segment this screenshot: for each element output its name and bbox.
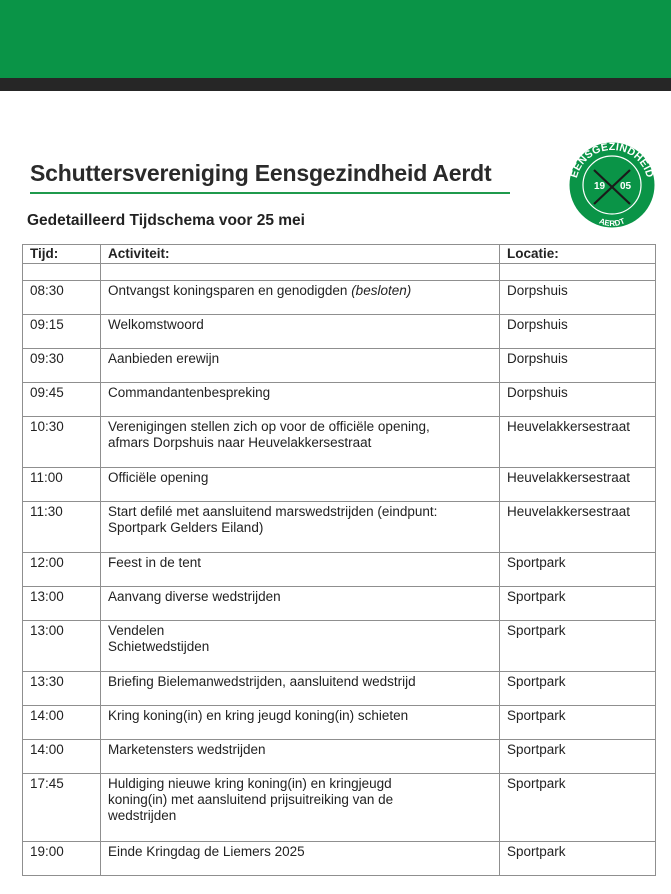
- activity-line: Aanvang diverse wedstrijden: [108, 589, 281, 604]
- activity-line: Officiële opening: [108, 470, 209, 485]
- activity-line: Ontvangst koningsparen en genodigden (besloten): [108, 283, 412, 298]
- activity-line: Marketensters wedstrijden: [108, 742, 266, 757]
- table-row: [23, 774, 656, 842]
- row-activity: [101, 706, 500, 740]
- row-location: Sportpark: [500, 621, 656, 672]
- row-time: 19:00: [23, 842, 101, 876]
- club-logo: [558, 140, 666, 230]
- activity-line: Welkomstwoord: [108, 317, 204, 332]
- activity-line: wedstrijden: [108, 808, 177, 823]
- row-location: Sportpark: [500, 553, 656, 587]
- table-row: [23, 349, 656, 383]
- activity-line: Vendelen: [108, 623, 165, 638]
- title-underline: [30, 192, 510, 194]
- row-activity: [101, 315, 500, 349]
- row-activity: [101, 587, 500, 621]
- row-time: 08:30: [23, 281, 101, 315]
- activity-line: Briefing Bielemanwedstrijden, aansluitend wedstrijd: [108, 674, 416, 689]
- table-row: [23, 315, 656, 349]
- activity-line: Feest in de tent: [108, 555, 202, 570]
- spacer-row: [23, 264, 656, 281]
- row-time: 11:30: [23, 502, 101, 553]
- row-time: 14:00: [23, 740, 101, 774]
- row-location: Sportpark: [500, 774, 656, 842]
- row-activity: [101, 553, 500, 587]
- row-activity: [101, 468, 500, 502]
- table-row: [23, 281, 656, 315]
- row-time: 13:00: [23, 587, 101, 621]
- row-time: 10:30: [23, 417, 101, 468]
- activity-line: Huldiging nieuwe kring koning(in) en kringjeugd: [108, 776, 392, 791]
- activity-line: Commandantenbespreking: [108, 385, 271, 400]
- logo-year-left: 19: [594, 181, 606, 192]
- activity-line: Verenigingen stellen zich op voor de officiële opening,: [108, 419, 430, 434]
- table-row: [23, 587, 656, 621]
- row-location: Dorpshuis: [500, 281, 656, 315]
- activity-line: koning(in) met aansluitend prijsuitreiking van de: [108, 792, 394, 807]
- top-dark-band: [0, 78, 671, 91]
- activity-note: (besloten): [347, 283, 412, 298]
- row-location: Sportpark: [500, 706, 656, 740]
- organization-title: Schuttersvereniging Eensgezindheid Aerdt: [30, 160, 492, 186]
- table-row: [23, 502, 656, 553]
- schedule-table: [22, 244, 656, 876]
- row-activity: [101, 774, 500, 842]
- table-row: [23, 672, 656, 706]
- row-activity: [101, 672, 500, 706]
- schedule-body: [23, 264, 656, 876]
- row-activity: [101, 842, 500, 876]
- row-activity: [101, 417, 500, 468]
- activity-line: Kring koning(in) en kring jeugd koning(in) schieten: [108, 708, 409, 723]
- row-location: Sportpark: [500, 740, 656, 774]
- row-location: Dorpshuis: [500, 315, 656, 349]
- table-row: [23, 740, 656, 774]
- logo-top-text: EENSGEZINDHEID: [568, 140, 656, 180]
- row-time: 13:00: [23, 621, 101, 672]
- row-location: Heuvelakkersestraat: [500, 502, 656, 553]
- top-green-band: [0, 0, 671, 78]
- activity-line: afmars Dorpshuis naar Heuvelakkersestraat: [108, 435, 372, 450]
- table-header-row: [23, 245, 656, 264]
- row-activity: [101, 281, 500, 315]
- header-time: Tijd:: [23, 245, 101, 264]
- row-location: Dorpshuis: [500, 349, 656, 383]
- row-time: 17:45: [23, 774, 101, 842]
- activity-line: Aanbieden erewijn: [108, 351, 220, 366]
- table-row: [23, 468, 656, 502]
- table-row: [23, 553, 656, 587]
- row-location: Dorpshuis: [500, 383, 656, 417]
- row-activity: [101, 349, 500, 383]
- row-location: Sportpark: [500, 672, 656, 706]
- schedule-subtitle: Gedetailleerd Tijdschema voor 25 mei: [27, 212, 305, 229]
- row-activity: [101, 383, 500, 417]
- row-time: 09:15: [23, 315, 101, 349]
- activity-line: Start defilé met aansluitend marswedstrijden (eindpunt:: [108, 504, 438, 519]
- logo-year-right: 05: [620, 181, 632, 192]
- row-time: 11:00: [23, 468, 101, 502]
- table-row: [23, 706, 656, 740]
- row-location: Sportpark: [500, 587, 656, 621]
- row-time: 12:00: [23, 553, 101, 587]
- table-row: [23, 417, 656, 468]
- table-row: [23, 383, 656, 417]
- row-location: Heuvelakkersestraat: [500, 417, 656, 468]
- row-activity: [101, 740, 500, 774]
- row-time: 09:30: [23, 349, 101, 383]
- activity-line: Schietwedstijden: [108, 639, 210, 654]
- row-activity: [101, 621, 500, 672]
- row-activity: [101, 502, 500, 553]
- table-row: [23, 621, 656, 672]
- header-activity: Activiteit:: [101, 245, 500, 264]
- row-location: Sportpark: [500, 842, 656, 876]
- logo-bottom-text: AERDT: [597, 216, 627, 229]
- table-row: [23, 842, 656, 876]
- activity-line: Einde Kringdag de Liemers 2025: [108, 844, 305, 859]
- header-location: Locatie:: [500, 245, 656, 264]
- activity-line: Sportpark Gelders Eiland): [108, 520, 264, 535]
- row-time: 13:30: [23, 672, 101, 706]
- row-location: Heuvelakkersestraat: [500, 468, 656, 502]
- row-time: 14:00: [23, 706, 101, 740]
- row-time: 09:45: [23, 383, 101, 417]
